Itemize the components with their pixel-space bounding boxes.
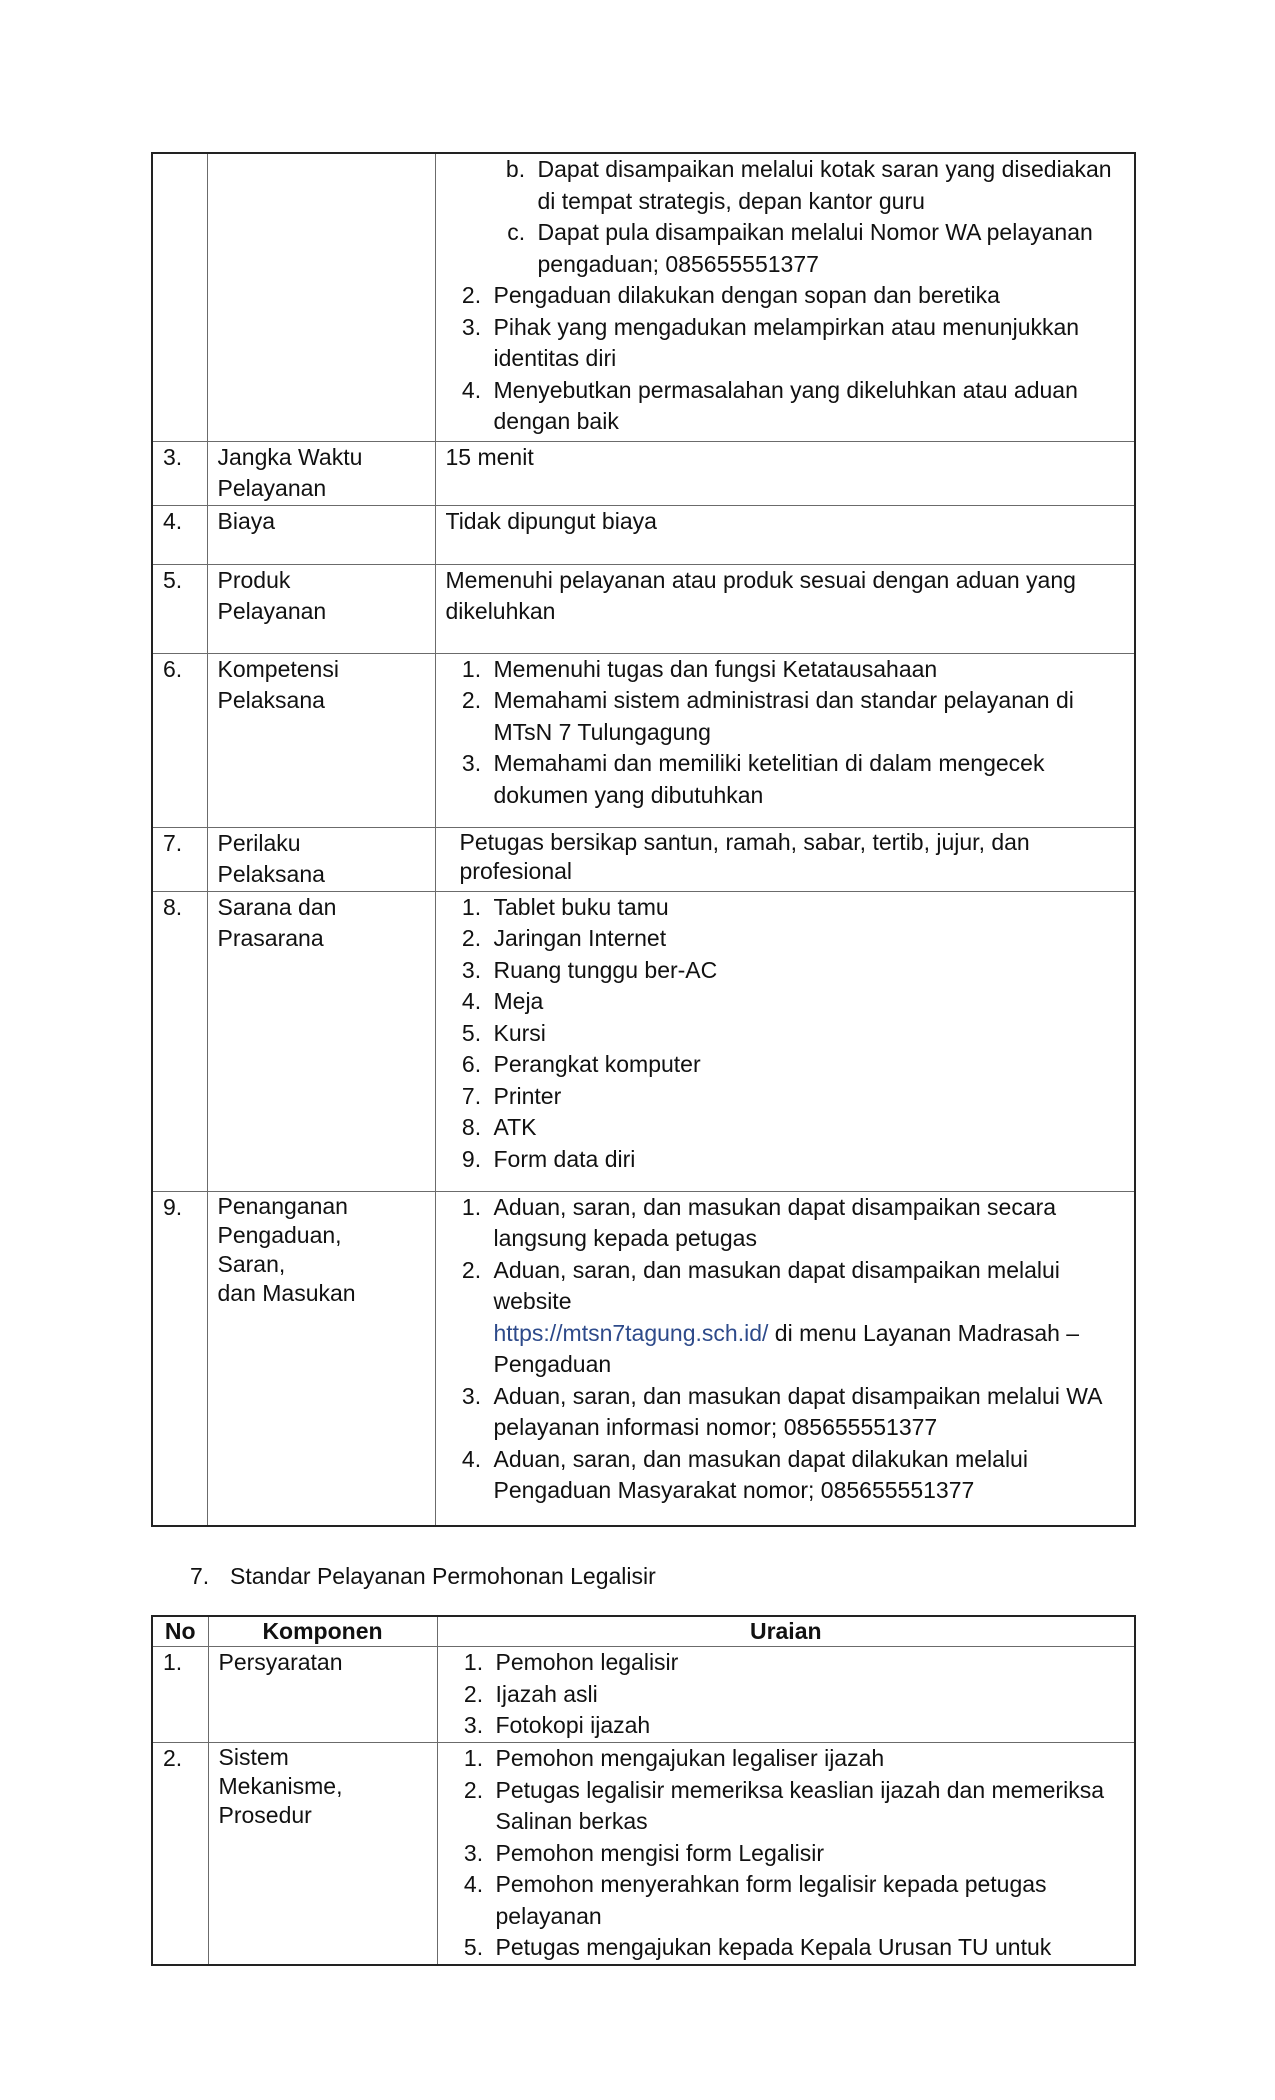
- row-description: 15 menit: [435, 441, 1135, 505]
- list-item: 3. Ruang tunggu ber-AC: [488, 955, 1125, 987]
- table-row: [152, 1191, 1135, 1526]
- list-item: 4. Pemohon menyerahkan form legalisir kepada petugas pelayanan: [490, 1869, 1125, 1932]
- table-row: [152, 1647, 1135, 1743]
- component-line: Sistem: [218, 1744, 289, 1770]
- row-description: [437, 1743, 1135, 1965]
- row-number: 2.: [152, 1743, 208, 1965]
- row-number: 4.: [152, 505, 207, 564]
- list-item: 7. Printer: [488, 1081, 1125, 1113]
- row-number: [152, 153, 207, 441]
- row-description: [435, 653, 1135, 827]
- website-link[interactable]: https://mtsn7tagung.sch.id/: [493, 1319, 769, 1346]
- row-component: Persyaratan: [208, 1647, 437, 1743]
- row-number: 7.: [152, 827, 207, 891]
- row-description: Tidak dipungut biaya: [435, 505, 1135, 564]
- list-item: 4. Meja: [488, 986, 1125, 1018]
- section-number: 7.: [190, 1563, 210, 1589]
- table-header-row: [152, 1616, 1135, 1647]
- row-number: 1.: [152, 1647, 208, 1743]
- column-header-no: No: [152, 1616, 208, 1647]
- row-component: Sarana dan Prasarana: [207, 891, 435, 1191]
- table-row: [152, 653, 1135, 827]
- list-item: 4. Menyebutkan permasalahan yang dikeluhkan atau aduan dengan baik: [488, 375, 1125, 438]
- list-item: c. Dapat pula disampaikan melalui Nomor WA pelayanan pengaduan; 085655551377: [532, 217, 1125, 280]
- table-row: [152, 505, 1135, 564]
- row-description: Memenuhi pelayanan atau produk sesuai dengan aduan yang dikeluhkan: [435, 564, 1135, 653]
- list-item: 1. Pemohon mengajukan legaliser ijazah: [490, 1743, 1125, 1775]
- row-number: 3.: [152, 441, 207, 505]
- list-item: 2. Jaringan Internet: [488, 923, 1125, 955]
- list-item: 3. Memahami dan memiliki ketelitian di dalam mengecek dokumen yang dibutuhkan: [488, 748, 1125, 811]
- row-component: [208, 1743, 437, 1965]
- list-item: 9. Form data diri: [488, 1144, 1125, 1176]
- list-item: 3. Pihak yang mengadukan melampirkan atau menunjukkan identitas diri: [488, 312, 1125, 375]
- component-line: Mekanisme,: [218, 1773, 343, 1799]
- section-heading: [190, 1563, 656, 1590]
- row-component: [207, 153, 435, 441]
- component-line: Pengaduan,: [217, 1221, 342, 1248]
- row-component: Produk Pelayanan: [207, 564, 435, 653]
- table-row: [152, 1743, 1135, 1965]
- list-item: 2. Memahami sistem administrasi dan standar pelayanan di MTsN 7 Tulungagung: [488, 685, 1125, 748]
- list-item: 1. Tablet buku tamu: [488, 892, 1125, 924]
- list-item: 5. Kursi: [488, 1018, 1125, 1050]
- list-item: 5. Petugas mengajukan kepada Kepala Urusan TU untuk: [490, 1932, 1125, 1964]
- legalisir-standard-table: [151, 1615, 1136, 1966]
- list-item: 1. Pemohon legalisir: [490, 1647, 1125, 1679]
- table-row: [152, 564, 1135, 653]
- list-item: 3. Fotokopi ijazah: [490, 1710, 1125, 1742]
- list-item: 1. Aduan, saran, dan masukan dapat disampaikan secara langsung kepada petugas: [488, 1192, 1125, 1255]
- list-item: 2. Petugas legalisir memeriksa keaslian ijazah dan memeriksa Salinan berkas: [490, 1775, 1125, 1838]
- list-item: 2. Pengaduan dilakukan dengan sopan dan beretika: [488, 280, 1125, 312]
- list-item: 4. Aduan, saran, dan masukan dapat dilakukan melalui Pengaduan Masyarakat nomor; 085655551377: [488, 1444, 1125, 1507]
- row-description: [435, 1191, 1135, 1526]
- column-header-uraian: Uraian: [437, 1616, 1135, 1647]
- table-row: [152, 441, 1135, 505]
- row-component: Kompetensi Pelaksana: [207, 653, 435, 827]
- row-description: [437, 1647, 1135, 1743]
- row-description: [435, 153, 1135, 441]
- table-row: [152, 153, 1135, 441]
- component-line: Penanganan: [217, 1192, 348, 1219]
- row-component: Biaya: [207, 505, 435, 564]
- row-number: 6.: [152, 653, 207, 827]
- section-title: Standar Pelayanan Permohonan Legalisir: [230, 1563, 656, 1589]
- list-item: 1. Memenuhi tugas dan fungsi Ketatausahaan: [488, 654, 1125, 686]
- list-item: 3. Pemohon mengisi form Legalisir: [490, 1838, 1125, 1870]
- list-item: [488, 1255, 1125, 1381]
- row-description: [435, 891, 1135, 1191]
- list-item: 6. Perangkat komputer: [488, 1049, 1125, 1081]
- row-component: Jangka Waktu Pelayanan: [207, 441, 435, 505]
- row-number: 9.: [152, 1191, 207, 1526]
- list-item-text: Aduan, saran, dan masukan dapat disampaikan melalui website: [493, 1256, 1060, 1314]
- list-item: 3. Aduan, saran, dan masukan dapat disampaikan melalui WA pelayanan informasi nomor; 085655551377: [488, 1381, 1125, 1444]
- row-component: [207, 1191, 435, 1526]
- row-number: 8.: [152, 891, 207, 1191]
- list-item: b. Dapat disampaikan melalui kotak saran yang disediakan di tempat strategis, depan kantor guru: [532, 154, 1125, 217]
- list-item-text: di menu Layanan Madrasah – Pengaduan: [493, 1319, 1086, 1377]
- list-item: 8. ATK: [488, 1112, 1125, 1144]
- component-line: Prosedur: [218, 1802, 312, 1828]
- column-header-komponen: Komponen: [208, 1616, 437, 1647]
- row-component: Perilaku Pelaksana: [207, 827, 435, 891]
- table-row: [152, 827, 1135, 891]
- component-line: Saran,: [217, 1250, 286, 1277]
- list-item: 2. Ijazah asli: [490, 1679, 1125, 1711]
- component-line: dan Masukan: [217, 1279, 356, 1306]
- row-number: 5.: [152, 564, 207, 653]
- table-row: [152, 891, 1135, 1191]
- row-description: Petugas bersikap santun, ramah, sabar, tertib, jujur, dan profesional: [435, 827, 1135, 891]
- service-standard-table-continued: [151, 152, 1136, 1527]
